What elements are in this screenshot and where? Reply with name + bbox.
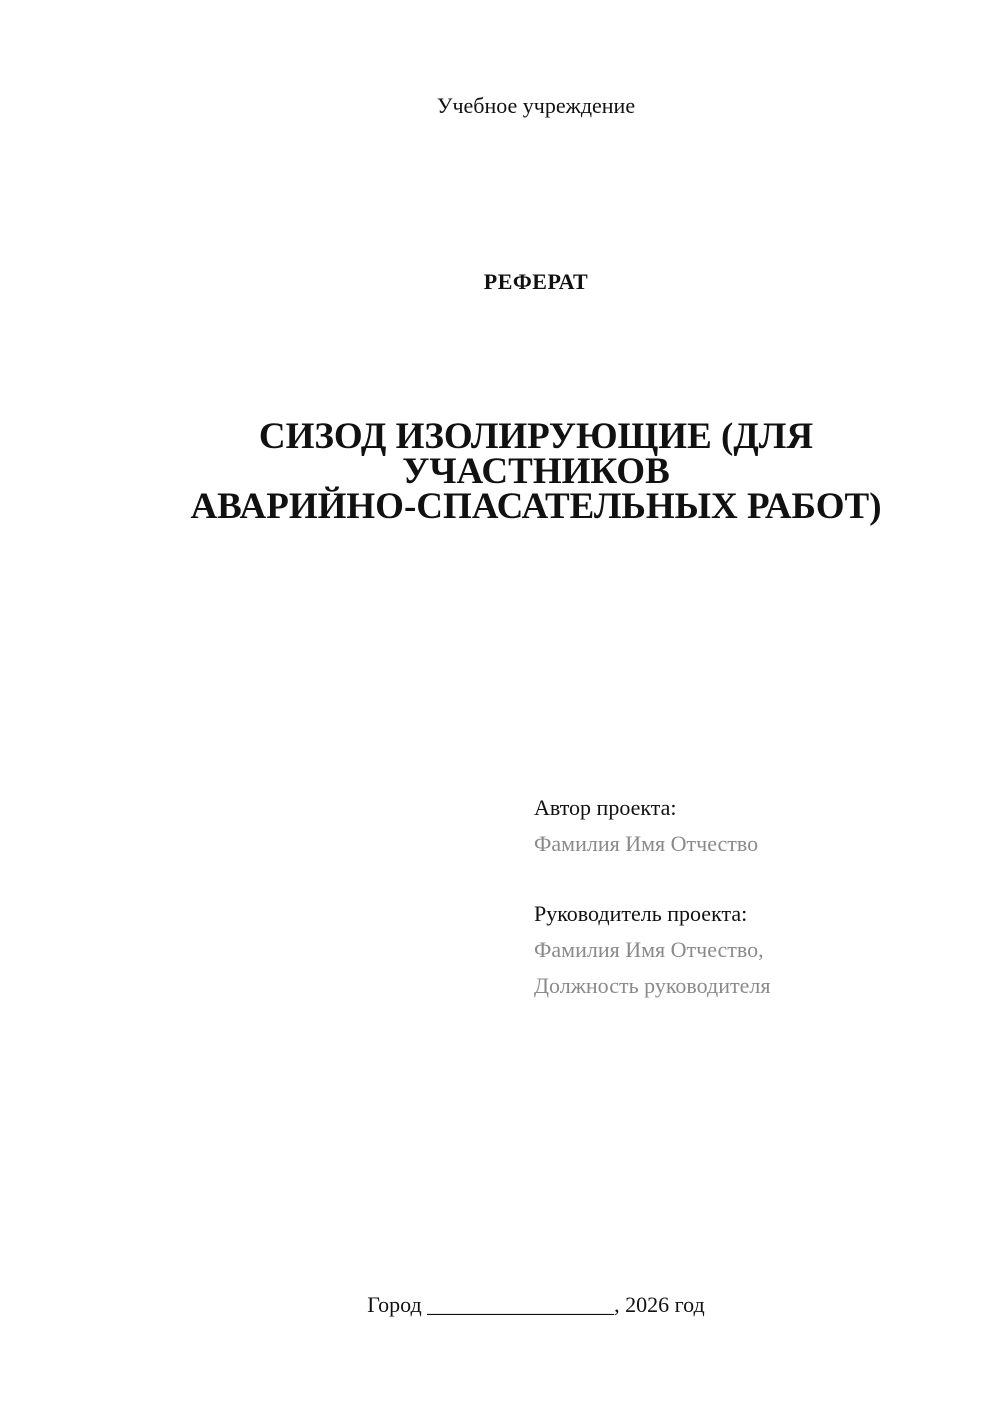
title-line-3: АВАРИЙНО-СПАСАТЕЛЬНЫХ РАБОТ)	[190, 486, 882, 527]
supervisor-name: Фамилия Имя Отчество,	[534, 937, 764, 962]
document-title	[0, 416, 1000, 527]
title-line-2: УЧАСТНИКОВ	[402, 451, 670, 492]
city-year-line: Город _________________, 2026 год	[367, 1292, 705, 1317]
author-name: Фамилия Имя Отчество	[534, 831, 759, 856]
authors-block	[534, 790, 770, 1004]
institution-name: Учебное учреждение	[436, 93, 636, 118]
supervisor-label: Руководитель проекта:	[534, 901, 748, 926]
supervisor-position: Должность руководителя	[534, 973, 771, 998]
title-line-1: СИЗОД ИЗОЛИРУЮЩИЕ (ДЛЯ	[258, 416, 814, 457]
block-spacer	[534, 862, 770, 896]
author-label: Автор проекта:	[534, 795, 677, 820]
document-type: РЕФЕРАТ	[483, 269, 589, 294]
